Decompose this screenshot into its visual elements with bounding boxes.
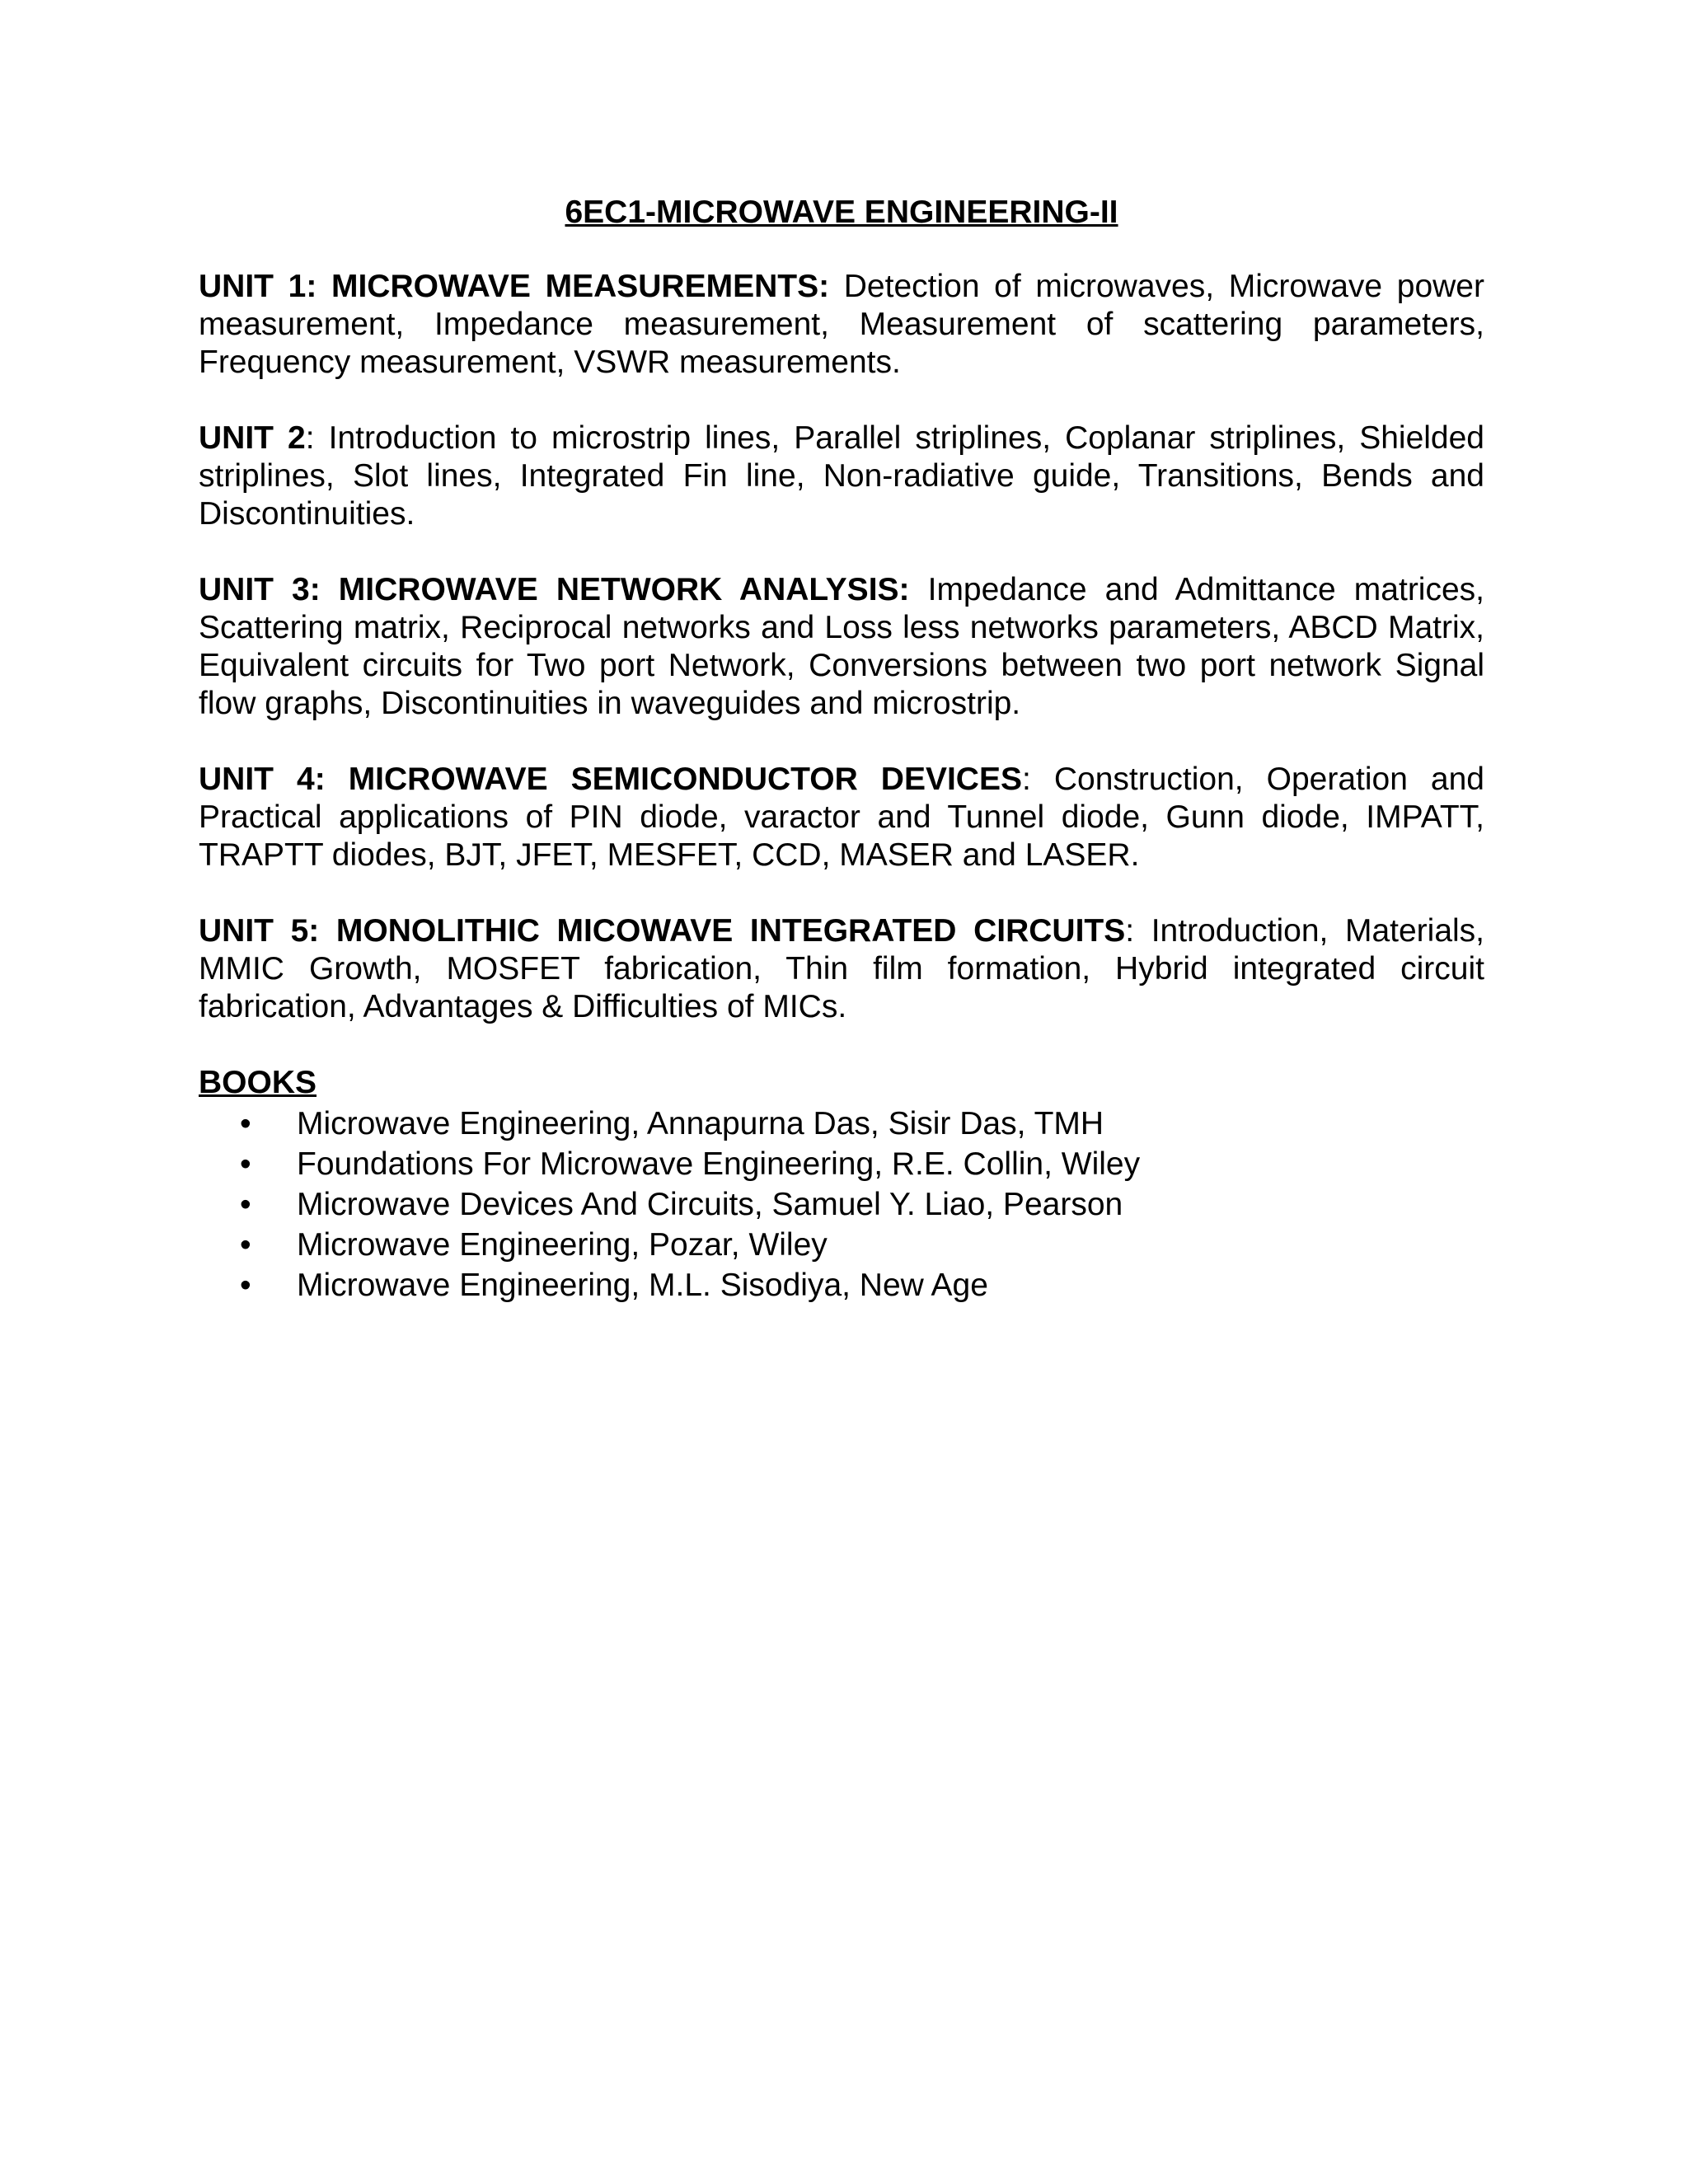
book-entry: Microwave Engineering, Pozar, Wiley	[297, 1227, 828, 1263]
unit-2-heading: UNIT 2	[199, 420, 306, 456]
unit-5-paragraph	[199, 912, 1484, 1026]
unit-2-paragraph	[199, 419, 1484, 533]
unit-2-text: : Introduction to microstrip lines, Parallel striplines, Coplanar striplines, Shielded striplines, Slot lines, Integrated Fin line, Non-radiative guide, Transitions, Bends and Discontinuities.	[199, 420, 1484, 532]
book-entry: Foundations For Microwave Engineering, R.E. Collin, Wiley	[297, 1146, 1141, 1182]
unit-3-paragraph	[199, 571, 1484, 723]
book-entry: Microwave Engineering, Annapurna Das, Sisir Das, TMH	[297, 1106, 1104, 1141]
unit-5-heading: UNIT 5: MONOLITHIC MICOWAVE INTEGRATED CIRCUITS	[199, 913, 1126, 949]
list-item	[199, 1184, 1484, 1225]
bullet-icon: •	[240, 1106, 251, 1141]
books-heading: BOOKS	[199, 1065, 317, 1100]
bullet-icon: •	[240, 1268, 251, 1303]
list-item	[199, 1265, 1484, 1305]
page-content	[199, 194, 1484, 1305]
unit-4-text: : Construction, Operation and Practical applications of PIN diode, varactor and Tunnel diode, Gunn diode, IMPATT, TRAPTT diodes, BJT, JFET, MESFET, CCD, MASER and LASER.	[199, 762, 1484, 873]
unit-1-text: Detection of microwaves, Microwave power measurement, Impedance measurement, Measurement of scattering parameters, Frequency measurement, VSWR measurements.	[199, 269, 1484, 380]
unit-4-paragraph	[199, 761, 1484, 874]
books-list	[199, 1104, 1484, 1305]
unit-3-text: Impedance and Admittance matrices, Scattering matrix, Reciprocal networks and Loss less networks parameters, ABCD Matrix, Equivalent circuits for Two port Network, Conversions between two port network Signal flow graphs, Discontinuities in waveguides and microstrip.	[199, 572, 1484, 721]
bullet-icon: •	[240, 1146, 251, 1182]
document-title: 6EC1-MICROWAVE ENGINEERING-II	[565, 194, 1118, 230]
list-item	[199, 1104, 1484, 1144]
unit-3-heading: UNIT 3: MICROWAVE NETWORK ANALYSIS:	[199, 572, 910, 607]
unit-1-heading: UNIT 1: MICROWAVE MEASUREMENTS:	[199, 269, 830, 304]
list-item	[199, 1144, 1484, 1184]
bullet-icon: •	[240, 1227, 251, 1263]
unit-5-text: : Introduction, Materials, MMIC Growth, MOSFET fabrication, Thin film formation, Hybrid integrated circuit fabrication, Advantages & Difficulties of MICs.	[199, 913, 1485, 1024]
unit-4-heading: UNIT 4: MICROWAVE SEMICONDUCTOR DEVICES	[199, 762, 1022, 797]
book-entry: Microwave Devices And Circuits, Samuel Y. Liao, Pearson	[297, 1187, 1123, 1222]
book-entry: Microwave Engineering, M.L. Sisodiya, New Age	[297, 1268, 988, 1303]
list-item	[199, 1225, 1484, 1265]
bullet-icon: •	[240, 1187, 251, 1222]
unit-1-paragraph	[199, 268, 1484, 382]
